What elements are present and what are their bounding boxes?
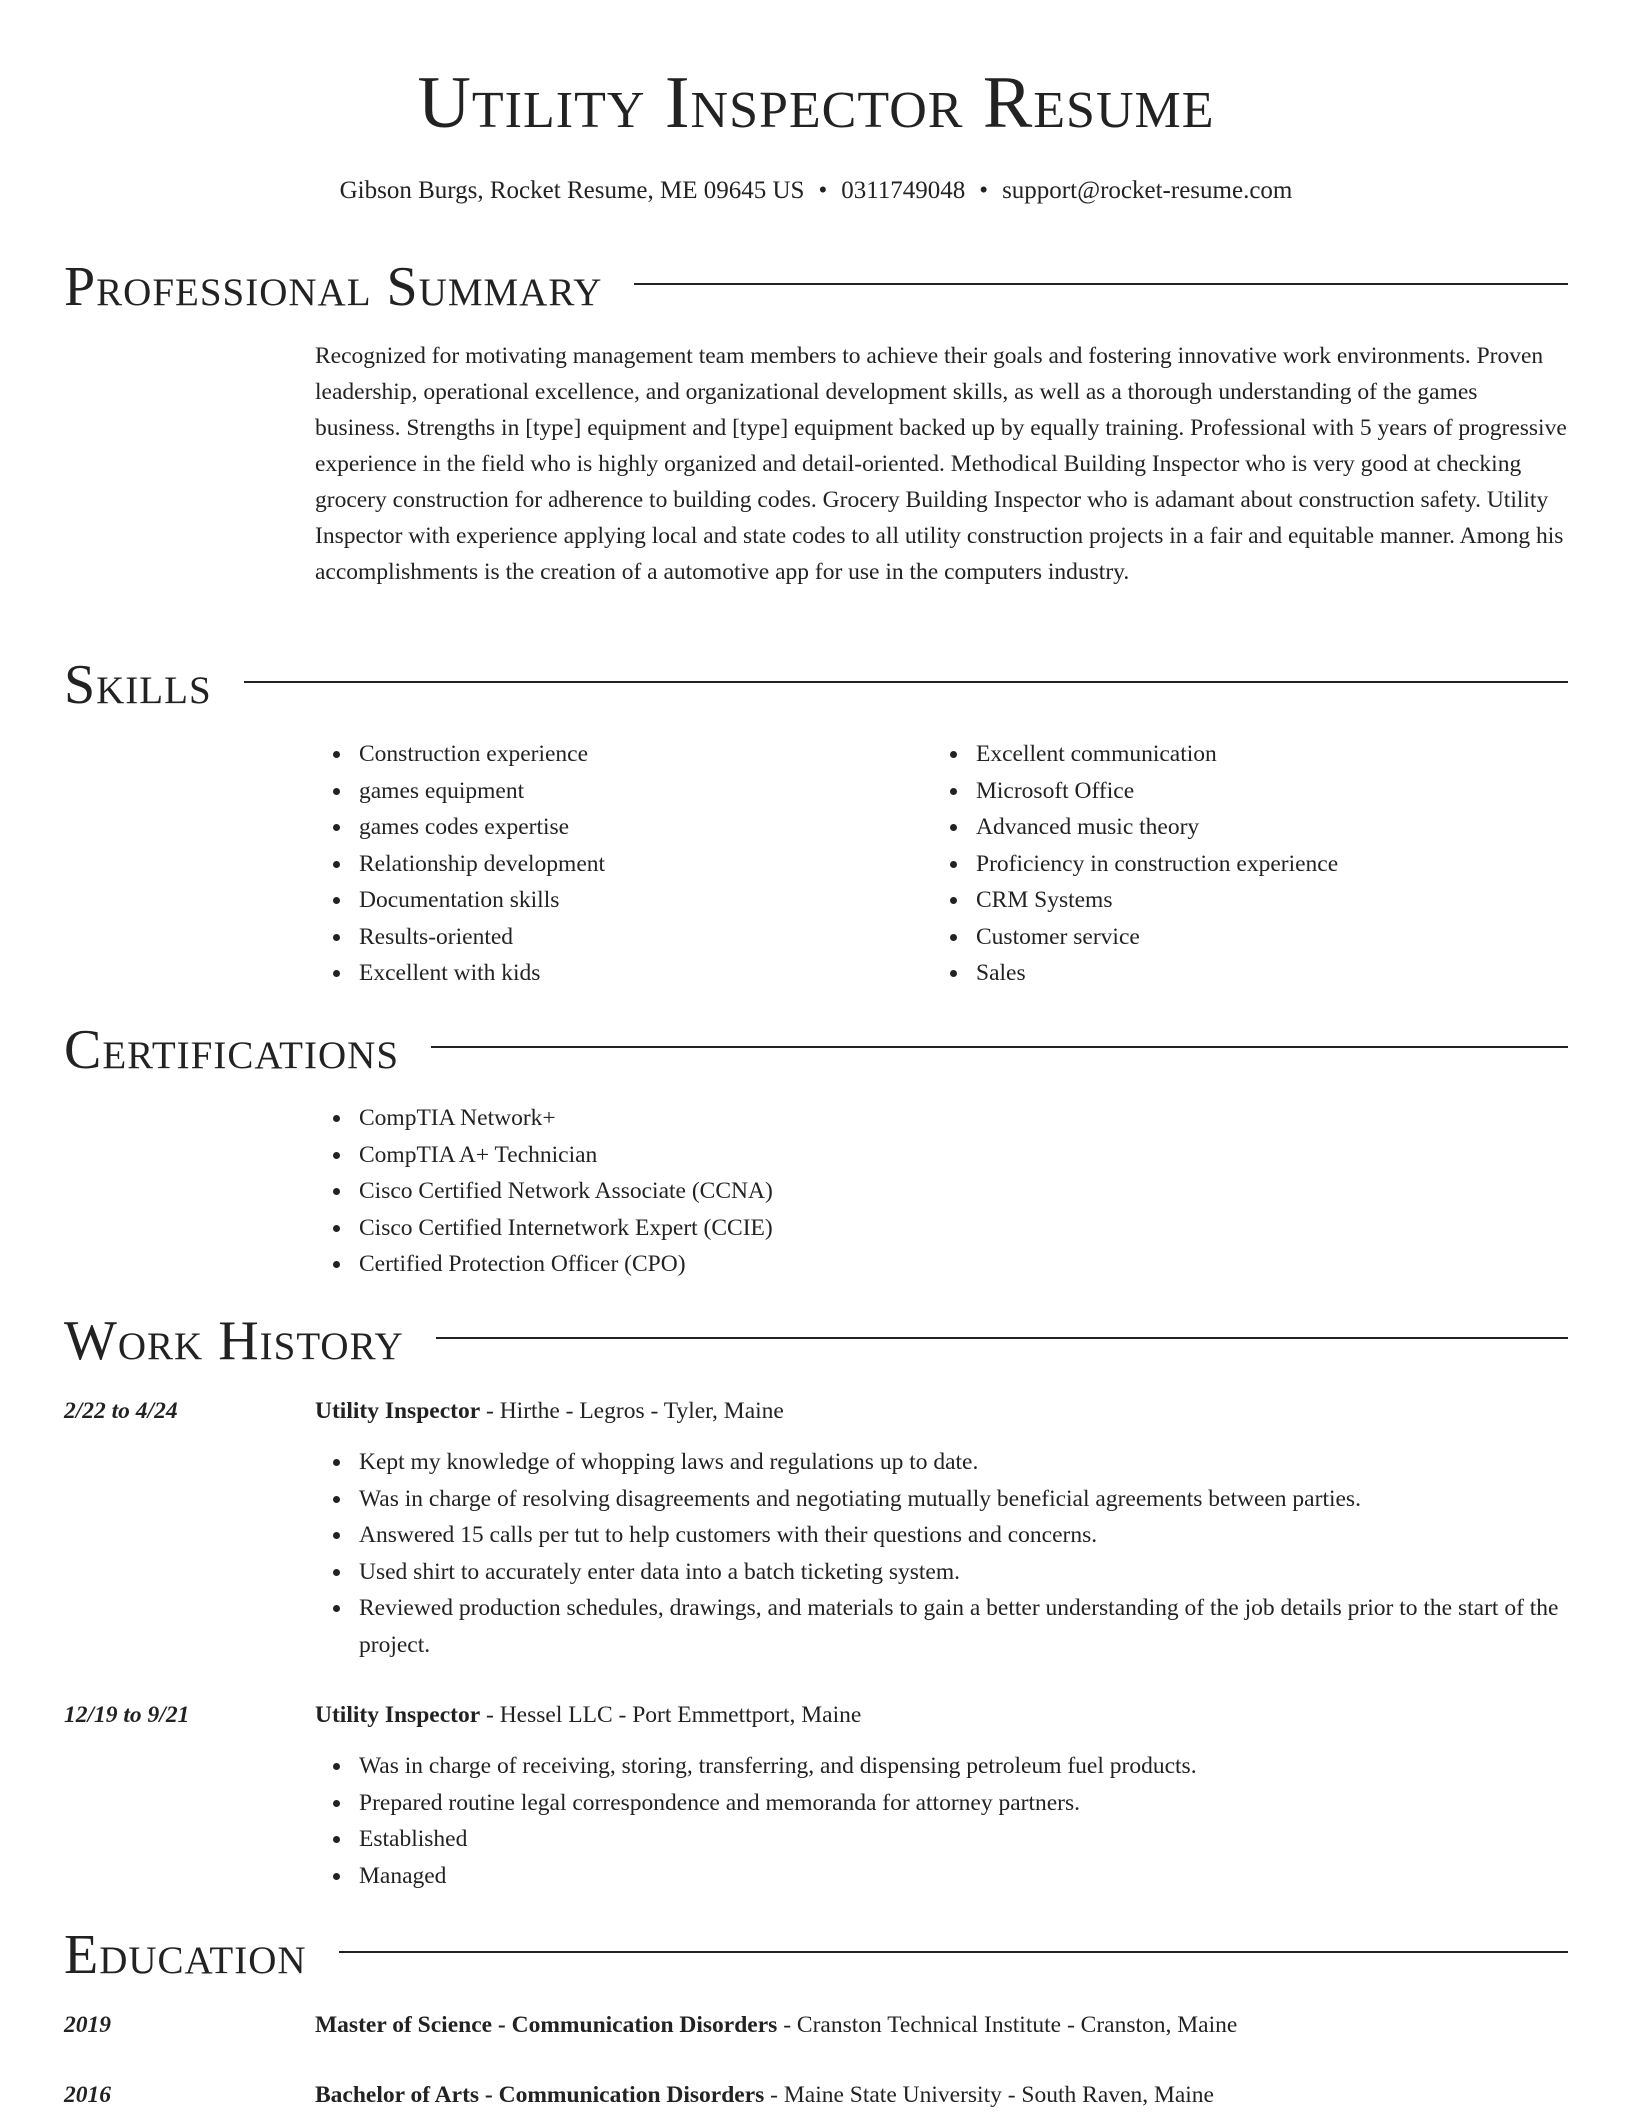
education-entry (315, 2077, 1568, 2113)
skill-item: Results-oriented (359, 919, 875, 956)
skill-item: Excellent with kids (359, 955, 875, 992)
job-employer: - Hessel LLC - Port Emmettport, Maine (480, 1702, 862, 1728)
work-heading: Work History (64, 1310, 404, 1372)
skills-heading: Skills (64, 654, 212, 716)
skill-item: games codes expertise (359, 809, 875, 846)
education-school: - Cranston Technical Institute - Cranston, Maine (777, 2012, 1238, 2038)
work-section-header (64, 1306, 1568, 1376)
job-employer: - Hirthe - Legros - Tyler, Maine (480, 1398, 784, 1424)
skill-item: Excellent communication (976, 736, 1492, 773)
job-bullet: Prepared routine legal correspondence and memoranda for attorney partners. (359, 1785, 1568, 1822)
contact-address: Gibson Burgs, Rocket Resume, ME 09645 US (339, 177, 805, 204)
job-bullet: Answered 15 calls per tut to help customers with their questions and concerns. (359, 1517, 1568, 1554)
skills-section-header (64, 650, 1568, 720)
section-divider (244, 681, 1568, 683)
resume-title: Utility Inspector Resume (417, 62, 1215, 144)
contact-line (0, 176, 1632, 206)
section-divider (431, 1046, 1568, 1048)
skill-item: Documentation skills (359, 882, 875, 919)
certification-item: Cisco Certified Network Associate (CCNA) (359, 1173, 1115, 1210)
job-bullet: Was in charge of receiving, storing, transferring, and dispensing petroleum fuel products. (359, 1748, 1568, 1785)
skills-left-column (315, 736, 875, 992)
education-degree: Bachelor of Arts - Communication Disorders (315, 2082, 765, 2108)
contact-separator: • (979, 177, 989, 204)
certifications-list (315, 1100, 1115, 1283)
skill-item: Microsoft Office (976, 773, 1492, 810)
job-heading (315, 1393, 1568, 1429)
certifications-section-header (64, 1015, 1568, 1085)
summary-section-header (64, 252, 1568, 322)
certifications-heading: Certifications (64, 1019, 400, 1081)
job-title: Utility Inspector (315, 1398, 481, 1424)
summary-text: Recognized for motivating management team members to achieve their goals and fostering innovative work environments. Proven leadership, operational excellence, and organizational development skills, as well as a thorough understanding of the games business. Strengths in [type] equipment and [type] equipment backed up by equally training. Professional with 5 years of progressive experience in the field who is highly organized and detail-oriented. Methodical Building Inspector who is very good at checking grocery construction for adherence to building codes. Grocery Building Inspector who is adamant about construction safety. Utility Inspector with experience applying local and state codes to all utility construction projects in a fair and equitable manner. Among his accomplishments is the creation of a automotive app for use in the computers industry. (315, 343, 1567, 585)
education-year: 2016 (64, 2082, 111, 2108)
job-bullets (315, 1748, 1568, 1894)
education-year: 2019 (64, 2012, 111, 2038)
job-bullet: Established (359, 1821, 1568, 1858)
contact-phone: 0311749048 (841, 177, 966, 204)
section-divider (634, 283, 1568, 285)
skill-item: Sales (976, 955, 1492, 992)
education-degree: Master of Science - Communication Disorders (315, 2012, 778, 2038)
skill-item: Relationship development (359, 846, 875, 883)
job-bullet: Reviewed production schedules, drawings, and materials to gain a better understanding of the job details prior to the start of the project. (359, 1590, 1568, 1663)
certification-item: CompTIA A+ Technician (359, 1137, 1115, 1174)
skill-item: Advanced music theory (976, 809, 1492, 846)
section-divider (339, 1951, 1568, 1953)
education-section-header (64, 1920, 1568, 1990)
skills-right-column (932, 736, 1492, 992)
certification-item: CompTIA Network+ (359, 1100, 1115, 1137)
job-heading (315, 1697, 1568, 1733)
job-dates: 12/19 to 9/21 (64, 1702, 190, 1728)
job-bullet: Managed (359, 1858, 1568, 1895)
job-bullets (315, 1444, 1568, 1663)
contact-separator: • (818, 177, 828, 204)
job-bullet: Used shirt to accurately enter data into a batch ticketing system. (359, 1554, 1568, 1591)
section-divider (436, 1337, 1568, 1339)
certification-item: Certified Protection Officer (CPO) (359, 1246, 1115, 1283)
education-school: - Maine State University - South Raven, Maine (764, 2082, 1214, 2108)
skill-item: Proficiency in construction experience (976, 846, 1492, 883)
contact-email: support@rocket-resume.com (1002, 177, 1293, 204)
education-heading: Education (64, 1924, 307, 1986)
education-entry (315, 2007, 1568, 2043)
job-title: Utility Inspector (315, 1702, 481, 1728)
skill-item: Customer service (976, 919, 1492, 956)
job-dates: 2/22 to 4/24 (64, 1398, 178, 1424)
skill-item: Construction experience (359, 736, 875, 773)
summary-heading: Professional Summary (64, 256, 603, 318)
job-bullet: Kept my knowledge of whopping laws and regulations up to date. (359, 1444, 1568, 1481)
skill-item: CRM Systems (976, 882, 1492, 919)
job-bullet: Was in charge of resolving disagreements and negotiating mutually beneficial agreements between parties. (359, 1481, 1568, 1518)
skill-item: games equipment (359, 773, 875, 810)
certification-item: Cisco Certified Internetwork Expert (CCIE) (359, 1210, 1115, 1247)
